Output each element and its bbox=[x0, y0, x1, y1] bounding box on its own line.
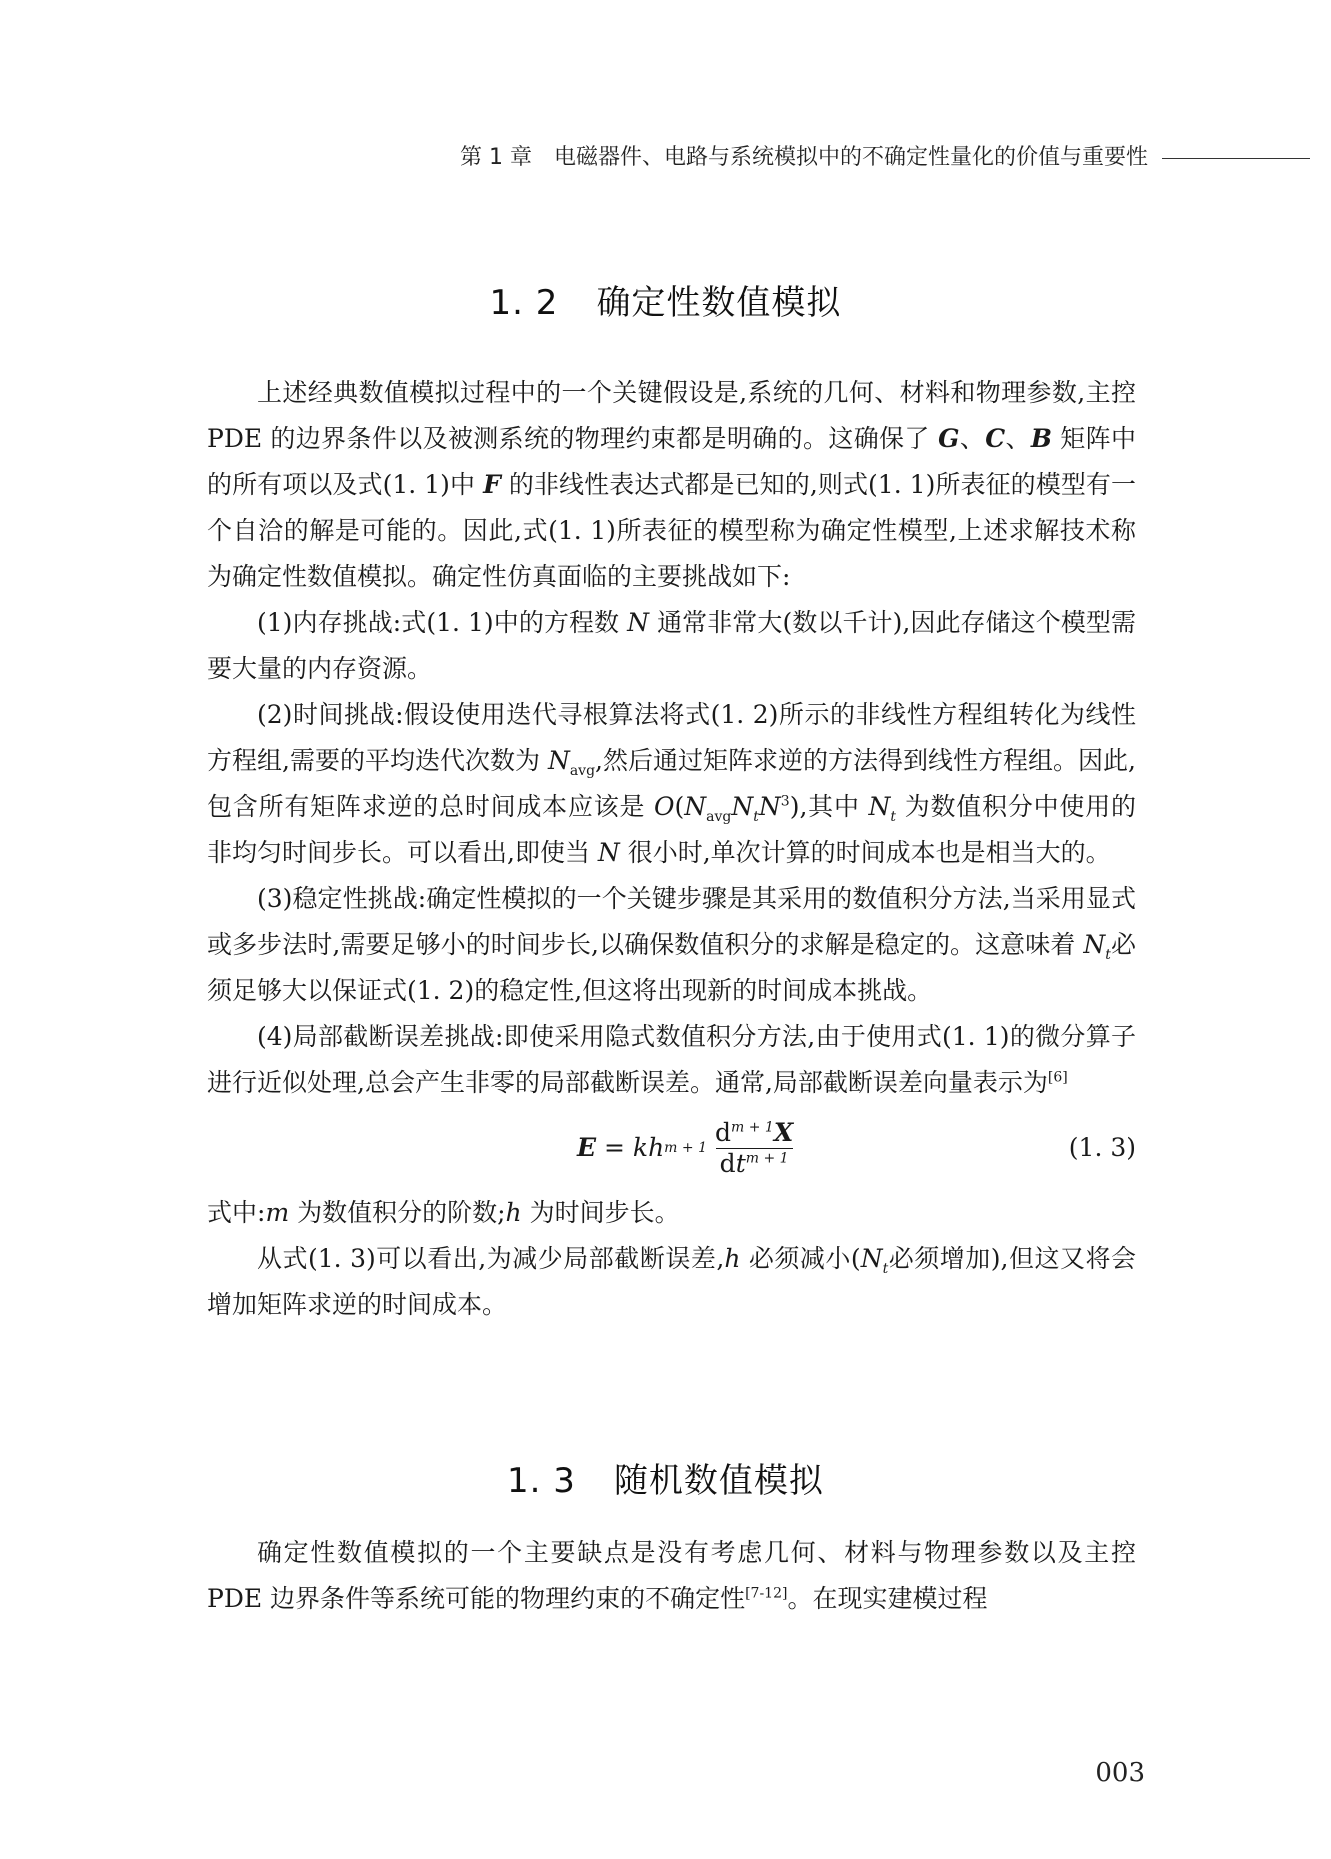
paragraph-memory-challenge: (1)内存挑战:式(1. 1)中的方程数 N 通常非常大(数以千计),因此存储这个模型需要大量的内存资源。 bbox=[207, 608, 1137, 683]
paragraph-stability-challenge: (3)稳定性挑战:确定性模拟的一个关键步骤是其采用的数值积分方法,当采用显式或多步法时,需要足够小的时间步长,以确保数值积分的求解是稳定的。这意味着 $N_t$必须足够大以保证式(1. 2)的稳定性,但这将出现新的时间成本挑战。 bbox=[207, 884, 1136, 1005]
chapter-title: 电磁器件、电路与系统模拟中的不确定性量化的价值与重要性 bbox=[553, 145, 1148, 170]
fraction-numerator: $d^{m + 1}X$ bbox=[715, 1117, 794, 1147]
running-head-title bbox=[460, 142, 1148, 174]
paragraph-where: 式中:m 为数值积分的阶数;h 为时间步长。 bbox=[207, 1198, 680, 1227]
section-title: 确定性数值模拟 bbox=[596, 283, 842, 323]
fraction-denominator: $dt^{m + 1}$ bbox=[716, 1148, 793, 1179]
paragraph-truncation-challenge: (4)局部截断误差挑战:即使采用隐式数值积分方法,由于使用式(1. 1)的微分算子进行近似处理,总会产生非零的局部截断误差。通常,局部截断误差向量表示为[6] bbox=[207, 1022, 1136, 1097]
derivative-fraction bbox=[711, 1118, 797, 1179]
section-number: 1. 3 bbox=[507, 1461, 576, 1501]
section-heading-1-2 bbox=[0, 280, 1331, 326]
equation-number: (1. 3) bbox=[1068, 1133, 1136, 1162]
section-number: 1. 2 bbox=[489, 283, 559, 323]
section-title: 随机数值模拟 bbox=[613, 1461, 824, 1501]
paragraph-conclusion: 从式(1. 3)可以看出,为减少局部截断误差,h 必须减小($N_t$必须增加),但这又将会增加矩阵求逆的时间成本。 bbox=[207, 1244, 1137, 1319]
paragraph-stochastic-intro: 确定性数值模拟的一个主要缺点是没有考虑几何、材料与物理参数以及主控 PDE 边界条件等系统可能的物理约束的不确定性[7-12]。在现实建模过程 bbox=[207, 1538, 1136, 1613]
paragraph-time-challenge: (2)时间挑战:假设使用迭代寻根算法将式(1. 2)所示的非线性方程组转化为线性方程组,需要的平均迭代次数为 $N_{avg}$,然后通过矩阵求逆的方法得到线性方程组。因此,包含所有矩阵求逆的总时间成本应该是 $O(N_{avg}N_tN^3)$,其中 $N_t$ 为数值积分中使用的非均匀时间步长。可以看出,即使当 N 很小时,单次计算的时间成本也是相当大的。 bbox=[207, 700, 1136, 867]
section-1-3-body bbox=[207, 1530, 1136, 1622]
section-heading-1-3 bbox=[0, 1458, 1331, 1504]
paragraph-intro: 上述经典数值模拟过程中的一个关键假设是,系统的几何、材料和物理参数,主控 PDE 的边界条件以及被测系统的物理约束都是明确的。这确保了 G、C、B 矩阵中的所有项以及式(1. 1)中 F 的非线性表达式都是已知的,则式(1. 1)所表征的模型有一个自洽的解是可能的。因此,式(1. 1)所表征的模型称为确定性模型,上述求解技术称为确定性数值模拟。确定性仿真面临的主要挑战如下: bbox=[207, 378, 1136, 591]
running-head bbox=[0, 142, 1331, 182]
equation-body: E = k h m + 1 $\frac{d^{m + 1}X}{dt^{m + 1}}$ bbox=[577, 1116, 797, 1180]
citation: [7-12] bbox=[745, 1585, 788, 1602]
header-rule bbox=[1162, 158, 1310, 159]
section-1-2-body bbox=[207, 370, 1136, 1328]
page-number: 003 bbox=[1095, 1758, 1145, 1788]
chapter-label: 第 1 章 bbox=[460, 145, 532, 170]
equation-1-3 bbox=[207, 1106, 1136, 1190]
citation: [6] bbox=[1047, 1069, 1068, 1086]
